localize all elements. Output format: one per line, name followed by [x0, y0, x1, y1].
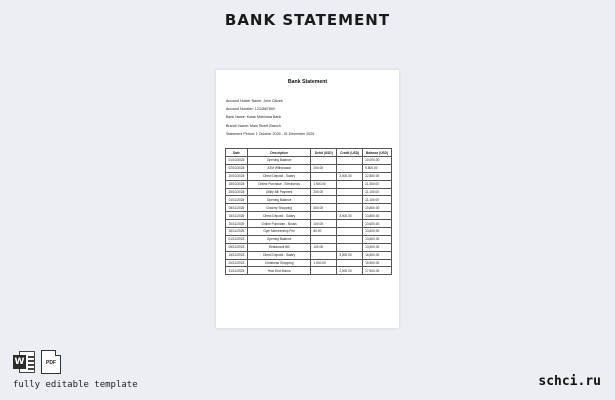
table-row [226, 157, 392, 165]
page-heading: BANK STATEMENT [224, 11, 391, 29]
cell-description: Direct Deposit - Salary [247, 172, 310, 180]
cell-date: 01/11/2025 [226, 196, 248, 204]
header-description: Description [247, 149, 310, 157]
cell-debit: 200.00 [311, 188, 337, 196]
cell-credit [337, 235, 363, 243]
cell-debit [311, 157, 337, 165]
transactions-table [225, 148, 392, 275]
cell-date: 25/10/2025 [226, 188, 248, 196]
info-bank-name: Bank Name: Kotak Mahindra Bank [226, 115, 282, 119]
table-row [226, 251, 392, 259]
table-row [226, 220, 392, 228]
cell-debit: 200.00 [311, 164, 337, 172]
cell-credit [337, 188, 363, 196]
cell-balance: 15,500.00 [363, 259, 392, 267]
cell-credit [337, 157, 363, 165]
cell-balance: 11,300.00 [363, 180, 392, 188]
info-account-holder: Account Holder Name: John Citizek [226, 99, 283, 103]
info-branch-name: Branch Name: Main Street Branch [226, 124, 281, 128]
table-row [226, 267, 392, 275]
cell-description: Restaurant Bill [247, 243, 310, 251]
cell-debit: 1,500.00 [311, 180, 337, 188]
table-row [226, 243, 392, 251]
cell-date: 05/12/2025 [226, 243, 248, 251]
document-title: Bank Statement [287, 79, 328, 85]
cell-credit: 3,000.00 [337, 251, 363, 259]
cell-debit: 80.00 [311, 228, 337, 236]
cell-balance: 13,600.00 [363, 228, 392, 236]
cell-balance: 11,100.00 [363, 196, 392, 204]
cell-date: 01/10/2025 [226, 157, 248, 165]
cell-description: Direct Deposit - Salary [247, 212, 310, 220]
cell-date: 01/12/2025 [226, 235, 248, 243]
cell-credit [337, 204, 363, 212]
pdf-doc-icon [41, 350, 61, 374]
header-balance: Balance (USD) [363, 149, 392, 157]
word-icon-letter: W [14, 357, 25, 367]
format-icons [13, 350, 61, 374]
cell-description: Opening Balance [247, 196, 310, 204]
cell-date: 20/12/2025 [226, 259, 248, 267]
cell-balance: 16,500.00 [363, 251, 392, 259]
cell-credit [337, 220, 363, 228]
info-statement-period: Statement Period: 1 October 2025 - 31 December 2025 [226, 132, 315, 136]
cell-date: 10/10/2025 [226, 172, 248, 180]
cell-debit: 300.00 [311, 204, 337, 212]
cell-debit [311, 172, 337, 180]
word-doc-icon [13, 350, 35, 374]
cell-debit: 100.00 [311, 220, 337, 228]
cell-description: Online Purchase - Books [247, 220, 310, 228]
cell-debit [311, 251, 337, 259]
cell-balance: 9,800.00 [363, 164, 392, 172]
cell-credit: 3,000.00 [337, 212, 363, 220]
header-debit: Debit (USD) [311, 149, 337, 157]
cell-balance: 13,600.00 [363, 220, 392, 228]
header-credit: Credit (USD) [337, 149, 363, 157]
cell-date: 15/12/2025 [226, 251, 248, 259]
cell-description: Opening Balance [247, 235, 310, 243]
cell-description: Christmas Shopping [247, 259, 310, 267]
header-date: Date [226, 149, 248, 157]
cell-date: 15/11/2025 [226, 212, 248, 220]
cell-debit [311, 235, 337, 243]
cell-credit [337, 259, 363, 267]
cell-description: Direct Deposit - Salary [247, 251, 310, 259]
cell-credit: 2,000.00 [337, 267, 363, 275]
cell-description: Utility Bill Payment [247, 188, 310, 196]
cell-date: 15/10/2025 [226, 180, 248, 188]
cell-balance: 13,500.00 [363, 243, 392, 251]
cell-debit [311, 267, 337, 275]
cell-date: 20/11/2025 [226, 220, 248, 228]
cell-debit [311, 196, 337, 204]
cell-debit: 100.00 [311, 243, 337, 251]
cell-date: 05/11/2025 [226, 204, 248, 212]
cell-balance: 13,600.00 [363, 235, 392, 243]
pdf-icon-label: PDF [46, 360, 56, 366]
table-row [226, 172, 392, 180]
table-row [226, 188, 392, 196]
cell-balance: 10,000.00 [363, 157, 392, 165]
cell-debit [311, 212, 337, 220]
cell-description: Year-End Bonus [247, 267, 310, 275]
cell-credit [337, 228, 363, 236]
cell-balance: 13,800.00 [363, 212, 392, 220]
table-row [226, 228, 392, 236]
table-row [226, 259, 392, 267]
cell-description: Opening Balance [247, 157, 310, 165]
cell-credit [337, 180, 363, 188]
cell-date: 31/12/2025 [226, 267, 248, 275]
cell-date: 02/10/2025 [226, 164, 248, 172]
cell-credit: 3,000.00 [337, 172, 363, 180]
cell-description: Online Purchase - Electronics [247, 180, 310, 188]
table-row [226, 204, 392, 212]
statement-document [216, 70, 399, 328]
cell-date: 30/11/2025 [226, 228, 248, 236]
editable-template-caption: fully editable template [13, 380, 138, 390]
table-row [226, 196, 392, 204]
table-header-row [226, 149, 392, 157]
cell-balance: 11,100.00 [363, 188, 392, 196]
cell-balance: 10,800.00 [363, 204, 392, 212]
cell-credit [337, 196, 363, 204]
cell-debit: 1,000.00 [311, 259, 337, 267]
table-row [226, 212, 392, 220]
site-watermark: schci.ru [538, 374, 601, 389]
cell-balance: 12,800.00 [363, 172, 392, 180]
cell-description: Grocery Shopping [247, 204, 310, 212]
table-row [226, 180, 392, 188]
cell-credit [337, 164, 363, 172]
table-row [226, 235, 392, 243]
cell-description: Gym Membership Fee [247, 228, 310, 236]
table-row [226, 164, 392, 172]
info-account-number: Account Number: 1234567890 [226, 107, 275, 111]
cell-description: ATM Withdrawal [247, 164, 310, 172]
cell-credit [337, 243, 363, 251]
cell-balance: 17,500.00 [363, 267, 392, 275]
